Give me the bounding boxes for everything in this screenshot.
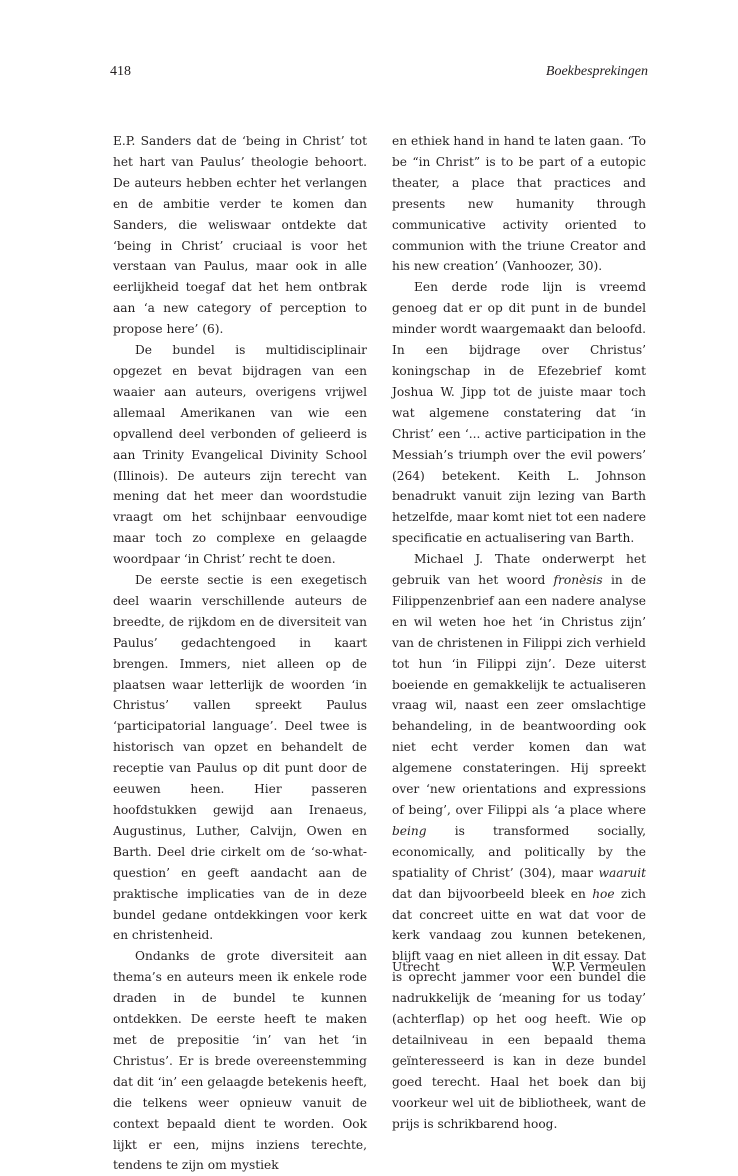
italic-term: fronèsis	[553, 573, 603, 588]
paragraph: De bundel is multidisciplinair opgezet en bevat bijdragen van een waaier aan auteurs, overigens vrijwel allemaal Amerikanen van wie een opvallend deel verbonden of gelieerd is aan Trinity Evangelical Divinity School (Illinois). De auteurs zijn terecht van mening dat het meer dan woordstudie vraagt om het schijnbaar eenvoudige maar toch zo complexe en gelaagde woordpaar ‘in Christ’ recht te doen.	[113, 343, 367, 567]
left-column	[113, 131, 367, 1176]
running-head: Boekbesprekingen	[545, 64, 648, 79]
right-column	[392, 131, 646, 1135]
paragraph: en ethiek hand in hand te laten gaan. ‘To be “in Christ” is to be part of a eutopic theater, a place that practices and presents new humanity through communicative activity oriented to communion with the triune Creator and his new creation’ (Vanhoozer, 30).	[392, 134, 646, 274]
paragraph: Ondanks de grote diversiteit aan thema’s en auteurs meen ik enkele rode draden in de bundel te kunnen ontdekken. De eerste heeft te maken met de prepositie ‘in’ van het ‘in Christus’. Er is brede overeenstemming dat dit ‘in’ een gelaagde betekenis heeft, die telkens weer opnieuw vanuit de context bepaald dient te worden. Ook lijkt er een, mijns inziens terechte, tendens te zijn om mystiek	[113, 949, 367, 1173]
text-run: in de Filippenzenbrief aan een nadere analyse en wil weten hoe het ‘in Christus zijn’ van de christenen in Filippi zich verhield tot hun ‘in Filippi zijn’. Deze uiterst boeiende en gemakkelijk te actualiseren vraag wil, naast een zeer omslachtige behandeling, in de beantwoording ook niet echt verder komen dan wat algemene constateringen. Hij spreekt over ‘new orientations and expressions of being’, over Filippi als ‘a place where	[392, 573, 646, 817]
italic-term: being	[392, 823, 427, 838]
text-run: Michael J. Thate onderwerpt het gebruik van het woord	[392, 552, 646, 588]
page-header	[110, 64, 648, 86]
paragraph	[392, 549, 646, 1134]
signature-line	[392, 960, 646, 982]
text-run: dat dan bijvoorbeeld bleek en	[392, 886, 593, 901]
italic-term: waaruit	[598, 865, 646, 880]
paragraph: Een derde rode lijn is vreemd genoeg dat er op dit punt in de bundel minder wordt waargemaakt dan beloofd. In een bijdrage over Christus’ koningschap in de Efezebrief komt Joshua W. Jipp tot de juiste maar toch wat algemene constatering dat ‘in Christ’ een ‘... active participation in the Messiah’s triumph over the evil powers’ (264) betekent. Keith L. Johnson benadrukt vanuit zijn lezing van Barth hetzelfde, maar komt niet tot een nadere specificatie en actualisering van Barth.	[392, 280, 646, 546]
signature-author: W.P. Vermeulen	[551, 960, 646, 974]
paragraph: E.P. Sanders dat de ‘being in Christ’ tot het hart van Paulus’ theologie behoort. De auteurs hebben echter het verlangen en de ambitie verder te komen dan Sanders, die weliswaar ontdekte dat ‘being in Christ’ cruciaal is voor het verstaan van Paulus, maar ook in alle eerlijkheid toegaf dat het hem ontbrak aan ‘a new category of perception to propose here’ (6).	[113, 134, 367, 337]
signature-place: Utrecht	[392, 960, 440, 974]
page-number: 418	[110, 64, 131, 79]
paragraph: De eerste sectie is een exegetisch deel waarin verschillende auteurs de breedte, de rijkdom en de diversiteit van Paulus’ gedachtengoed in kaart brengen. Immers, niet alleen op de plaatsen waar letterlijk de woorden ‘in Christus’ vallen spreekt Paulus ‘participatorial language’. Deel twee is historisch van opzet en behandelt de receptie van Paulus op dit punt door de eeuwen heen. Hier passeren hoofdstukken gewijd aan Irenaeus, Augustinus, Luther, Calvijn, Owen en Barth. Deel drie cirkelt om de ‘so-what-question’ en geeft aandacht aan de praktische implicaties van de in deze bundel gedane ontdekkingen voor kerk en christenheid.	[113, 573, 367, 943]
italic-term: hoe	[592, 886, 615, 901]
text-run: zich dat concreet uitte en wat dat voor de kerk vandaag zou kunnen betekenen, blijft vaag en niet alleen in dit essay. Dat is oprecht jammer voor een bundel die nadrukkelijk de ‘meaning for us today’ (achterflap) op het oog heeft. Wie op detailniveau in een bepaald thema geïnteresseerd is kan in deze bundel goed terecht. Haal het boek dan bij voorkeur wel uit de bibliotheek, want de prijs is schrikbarend hoog.	[392, 886, 646, 1131]
text-run: is transformed socially, economically, and politically by the spatiality of Christ’ (304), maar	[392, 823, 646, 880]
